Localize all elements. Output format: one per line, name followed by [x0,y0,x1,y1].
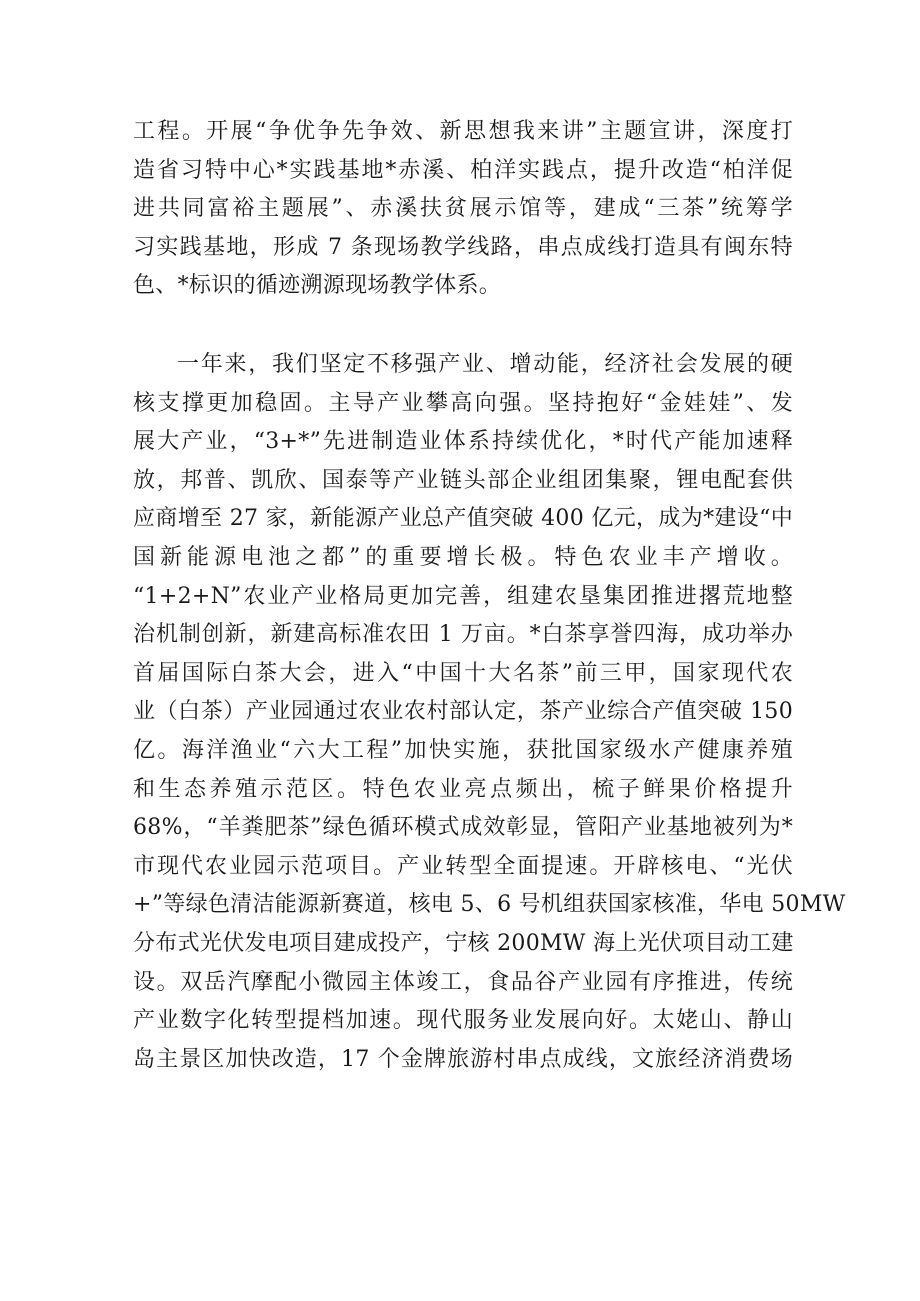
paragraph-2-line: 岛主景区加快改造，17 个金牌旅游村串点成线，文旅经济消费场 [133,1046,793,1072]
paragraph-2-line: +”等绿色清洁能源新赛道，核电 5、6 号机组获国家核准，华电 50MW [133,892,846,918]
paragraph-1-line: 造省习特中心*实践基地*赤溪、柏洋实践点，提升改造“柏洋促 [133,157,793,183]
paragraph-1-line: 进共同富裕主题展”、赤溪扶贫展示馆等，建成“三茶”统筹学 [133,196,793,222]
paragraph-1 [133,113,793,306]
paragraph-2-line: 业（白茶）产业园通过农业农村部认定，茶产业综合产值突破 150 [133,699,793,725]
paragraph-2-line: 国新能源电池之都”的重要增长极。特色农业丰产增收。 [133,544,793,570]
paragraph-1-line: 工程。开展“争优争先争效、新思想我来讲”主题宣讲，深度打 [133,119,793,144]
paragraph-2-line: 产业数字化转型提档加速。现代服务业发展向好。太姥山、静山 [133,1008,793,1034]
paragraph-2-line: 和生态养殖示范区。特色农业亮点频出，梳子鲜果价格提升 [133,776,793,802]
paragraph-2-line: “1+2+N”农业产业格局更加完善，组建农垦集团推进撂荒地整 [133,583,793,609]
paragraph-2-line: 市现代农业园示范项目。产业转型全面提速。开辟核电、“光伏 [133,853,793,879]
paragraph-2-line: 首届国际白茶大会，进入“中国十大名茶”前三甲，国家现代农 [133,660,793,686]
paragraph-2-line: 68%，“羊粪肥茶”绿色循环模式成效彰显，管阳产业基地被列为* [133,815,793,841]
paragraph-2-line: 设。双岳汽摩配小微园主体竣工，食品谷产业园有序推进，传统 [133,969,793,995]
paragraph-2-line: 核支撑更加稳固。主导产业攀高向强。坚持抱好“金娃娃”、发 [133,390,793,416]
paragraph-1-line: 习实践基地，形成 7 条现场教学线路，串点成线打造具有闽东特 [133,234,793,260]
paragraph-2-line: 分布式光伏发电项目建成投产，宁核 200MW 海上光伏项目动工建 [133,930,794,956]
paragraph-1-line: 色、*标识的循迹溯源现场教学体系。 [133,273,502,299]
paragraph-2-line: 放，邦普、凯欣、国泰等产业链头部企业组团集聚，锂电配套供 [133,467,793,493]
paragraph-2-line: 应商增至 27 家，新能源产业总产值突破 400 亿元，成为*建设“中 [133,506,793,532]
paragraph-2-line: 治机制创新，新建高标准农田 1 万亩。*白茶享誉四海，成功举办 [133,622,793,648]
paragraph-2-line: 亿。海洋渔业“六大工程”加快实施，获批国家级水产健康养殖 [133,737,793,763]
paragraph-2-line: 一年来，我们坚定不移强产业、增动能，经济社会发展的硬 [177,352,793,377]
paragraph-2-line: 展大产业，“3+*”先进制造业体系持续优化，*时代产能加速释 [133,429,793,455]
paragraph-2 [133,346,846,1079]
